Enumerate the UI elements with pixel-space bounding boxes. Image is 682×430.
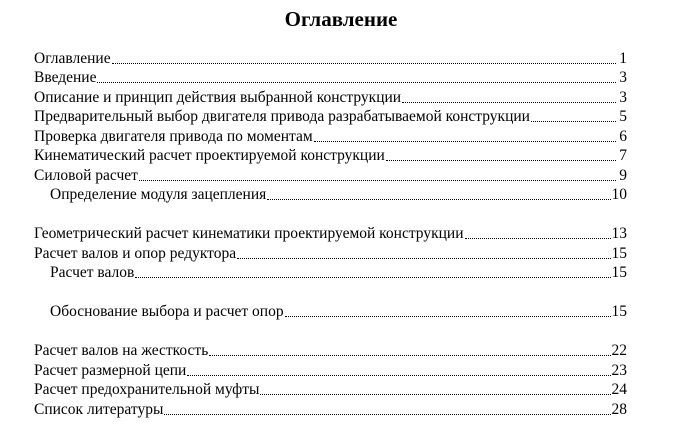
toc-entry-label: Определение модуля зацепления [50, 186, 267, 203]
toc-entry-page: 9 [619, 166, 627, 184]
dot-leader [209, 354, 610, 356]
toc-entry-label: Оглавление [34, 49, 111, 67]
toc-entry-bearings[interactable] [34, 302, 627, 322]
toc-entry-page: 6 [619, 127, 627, 145]
toc-entry-label: Расчет валов [50, 264, 135, 281]
toc-entry-page: 1 [619, 49, 627, 67]
toc-entry-label: Геометрический расчет кинематики проектируемой конструкции [34, 225, 464, 242]
toc-entry-force-calc[interactable] [34, 165, 627, 185]
toc-entry-page: 10 [611, 186, 627, 203]
toc-entry-label: Расчет валов и опор редуктора [34, 244, 237, 262]
toc-entry-page: 24 [611, 381, 627, 398]
dot-leader [531, 120, 616, 122]
dot-leader [285, 315, 611, 317]
dot-leader [187, 374, 610, 376]
toc-entry-label: Описание и принцип действия выбранной конструкции [34, 88, 402, 106]
dot-leader [402, 101, 616, 103]
dot-leader [237, 257, 610, 259]
document-title: Оглавление [284, 7, 398, 31]
toc-entry-page: 28 [611, 400, 627, 418]
toc-entry-gear-module[interactable] [34, 185, 627, 205]
toc-entry-shafts[interactable] [34, 263, 627, 283]
toc-entry-label: Список литературы [34, 400, 164, 418]
toc-entry-page: 13 [611, 225, 627, 242]
toc-entry-page: 23 [611, 361, 627, 379]
toc-entry-label: Введение [34, 69, 97, 86]
toc-entry-label: Предварительный выбор двигателя привода разрабатываемой конструкции [34, 108, 530, 125]
dot-leader [260, 393, 610, 395]
dot-leader [386, 159, 616, 161]
dot-leader [112, 62, 616, 64]
toc-entry-contents[interactable] [34, 48, 627, 68]
dot-leader [314, 140, 616, 142]
toc-entry-references[interactable] [34, 399, 627, 419]
table-of-contents [34, 48, 627, 419]
toc-entry-motor-selection[interactable] [34, 107, 627, 127]
toc-entry-geometric-calc[interactable] [34, 224, 627, 244]
toc-entry-page: 22 [611, 342, 627, 359]
toc-entry-shafts-and-bearings[interactable] [34, 243, 627, 263]
toc-entry-description[interactable] [34, 87, 627, 107]
toc-entry-label: Силовой расчет [34, 166, 138, 184]
toc-entry-motor-check[interactable] [34, 126, 627, 146]
toc-entry-label: Проверка двигателя привода по моментам [34, 127, 313, 145]
toc-entry-page: 15 [611, 303, 627, 320]
toc-entry-safety-coupling[interactable] [34, 380, 627, 400]
toc-entry-label: Расчет валов на жесткость [34, 342, 209, 359]
toc-entry-shaft-stiffness[interactable] [34, 341, 627, 361]
toc-entry-dimension-chain[interactable] [34, 360, 627, 380]
toc-entry-label: Обоснование выбора и расчет опор [50, 303, 284, 320]
toc-entry-kinematic-calc[interactable] [34, 146, 627, 166]
toc-entry-page: 3 [619, 69, 627, 86]
toc-entry-page: 15 [611, 264, 627, 281]
toc-entry-page: 15 [611, 244, 627, 262]
dot-leader [164, 413, 610, 415]
toc-entry-page: 7 [619, 147, 627, 164]
dot-leader [267, 198, 610, 200]
dot-leader [465, 237, 611, 239]
dot-leader [97, 81, 616, 83]
toc-entry-label: Расчет предохранительной муфты [34, 381, 260, 398]
toc-entry-introduction[interactable] [34, 68, 627, 88]
toc-entry-page: 5 [619, 108, 627, 125]
toc-entry-page: 3 [619, 88, 627, 106]
dot-leader [139, 179, 616, 181]
toc-entry-label: Кинематический расчет проектируемой конструкции [34, 147, 385, 164]
toc-entry-label: Расчет размерной цепи [34, 361, 187, 379]
dot-leader [135, 276, 610, 278]
